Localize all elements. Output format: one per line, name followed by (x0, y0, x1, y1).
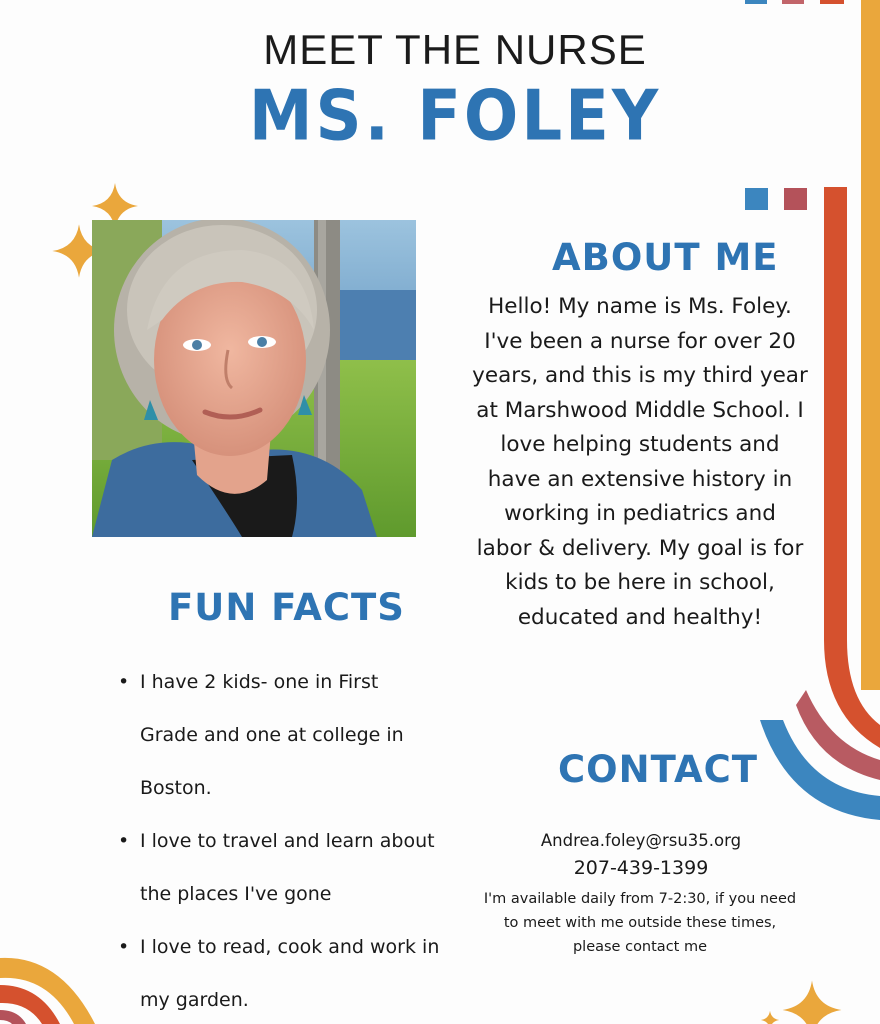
about-heading: ABOUT ME (552, 236, 779, 279)
page-subtitle: MEET THE NURSE (263, 26, 647, 73)
note-line: to meet with me outside these times, (503, 915, 777, 931)
fun-fact-text: Boston. (140, 777, 212, 799)
fun-fact-line (118, 656, 448, 709)
about-line: love helping students and (500, 432, 780, 457)
bullet-icon: • (118, 671, 130, 693)
about-line: have an extensive history in (487, 466, 793, 492)
portrait-photo (92, 220, 416, 537)
about-line: working in pediatrics and (504, 501, 776, 526)
note-line: please contact me (572, 939, 708, 955)
note-line: I'm available daily from 7-2:30, if you need (483, 891, 797, 907)
fun-fact-line (118, 868, 448, 921)
fun-fact-line (118, 762, 448, 815)
fun-fact-line (118, 815, 448, 868)
page-title: MS. FOLEY (248, 77, 662, 157)
fun-fact-line (118, 709, 448, 762)
sparkle-star-icon (760, 1010, 780, 1024)
fun-fact-text: Grade and one at college in (140, 724, 404, 746)
about-line: educated and healthy! (517, 604, 763, 630)
about-line: I've been a nurse for over 20 (484, 328, 796, 354)
about-line: Hello! My name is Ms. Foley. (488, 294, 792, 319)
bullet-icon: • (118, 830, 130, 852)
about-line: at Marshwood Middle School. I (476, 397, 804, 423)
about-line: years, and this is my third year (472, 363, 808, 388)
fun-facts-heading: FUN FACTS (168, 586, 405, 629)
about-paragraph (470, 290, 810, 635)
fun-fact-text: the places I've gone (140, 883, 332, 905)
about-line: labor & delivery. My goal is for (476, 535, 804, 561)
bullet-icon: • (118, 936, 130, 958)
fun-fact-text: I have 2 kids- one in First (140, 671, 379, 693)
fun-fact-text: I love to read, cook and work in (140, 936, 440, 958)
contact-heading: CONTACT (558, 748, 758, 791)
contact-email[interactable]: Andrea.foley@rsu35.org (540, 831, 742, 850)
contact-phone[interactable]: 207-439-1399 (573, 857, 709, 879)
fun-fact-line (118, 921, 448, 974)
contact-availability-note (470, 887, 810, 959)
fun-facts-list (118, 656, 448, 1024)
fun-fact-text: my garden. (140, 989, 249, 1011)
fun-fact-line (118, 974, 448, 1024)
sparkle-star-icon (780, 978, 844, 1024)
fun-fact-text: I love to travel and learn about (140, 830, 435, 852)
about-line: kids to be here in school, (505, 570, 775, 595)
